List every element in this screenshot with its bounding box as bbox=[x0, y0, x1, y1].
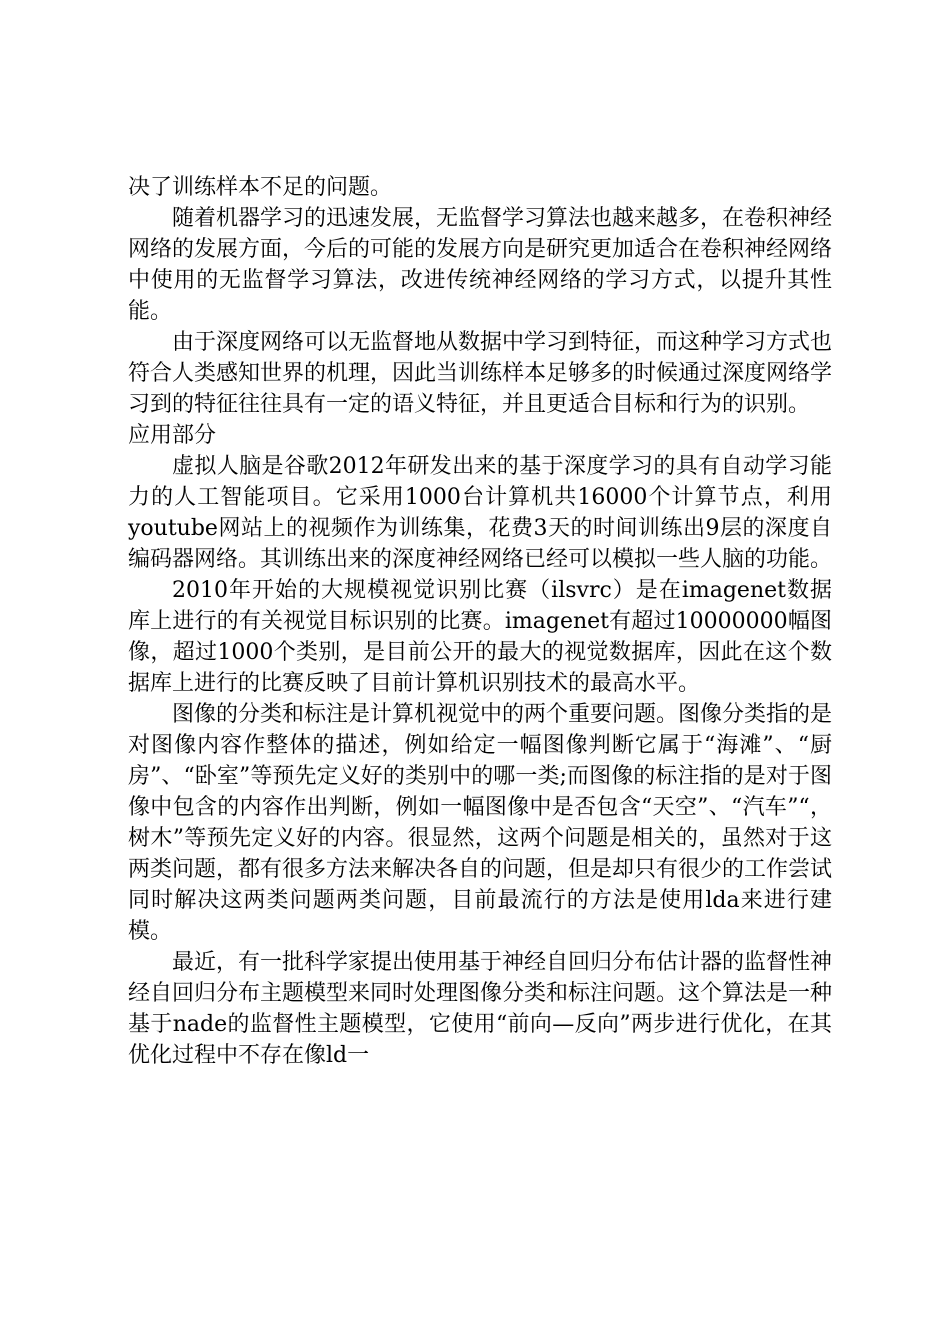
paragraph-continuation: 决了训练样本不足的问题。 bbox=[128, 175, 393, 200]
document-body bbox=[128, 172, 832, 1071]
section-heading-applications: 应用部分 bbox=[128, 423, 217, 448]
paragraph-recent-research: 最近，有一批科学家提出使用基于神经自回归分布估计器的监督性神经自回归分布主题模型来同时处理图像分类和标注问题。这个算法是一种基于nade的监督性主题模型，它使用“前向—反向”两步进行优化，在其优化过程中不存在像ld一 bbox=[128, 950, 833, 1068]
paragraph-virtual-brain: 虚拟人脑是谷歌2012年研发出来的基于深度学习的具有自动学习能力的人工智能项目。它采用1000台计算机共16000个计算节点，利用youtube网站上的视频作为训练集，花费3天的时间训练出9层的深度自编码器网络。其训练出来的深度神经网络已经可以模拟一些人脑的功能。 bbox=[128, 454, 833, 572]
paragraph-image-classification: 图像的分类和标注是计算机视觉中的两个重要问题。图像分类指的是对图像内容作整体的描述，例如给定一幅图像判断它属于“海滩”、“厨房”、“卧室”等预先定义好的类别中的哪一类;而图像的标注指的是对于图像中包含的内容作出判断，例如一幅图像中是否包含“天空”、“汽车”“，树木”等预先定义好的内容。很显然，这两个问题是相关的，虽然对于这两类问题，都有很多方法来解决各自的问题，但是却只有很少的工作尝试同时解决这两类问题两类问题，目前最流行的方法是使用lda来进行建模。 bbox=[128, 702, 833, 944]
paragraph-ilsvrc: 2010年开始的大规模视觉识别比赛（ilsvrc）是在imagenet数据库上进行的有关视觉目标识别的比赛。imagenet有超过10000000幅图像，超过1000个类别，是目前公开的最大的视觉数据库，因此在这个数据库上进行的比赛反映了目前计算机识别技术的最高水平。 bbox=[128, 578, 832, 696]
paragraph-deep-network-features: 由于深度网络可以无监督地从数据中学习到特征，而这种学习方式也符合人类感知世界的机理，因此当训练样本足够多的时候通过深度网络学习到的特征往往具有一定的语义特征，并且更适合目标和行为的识别。 bbox=[128, 330, 833, 417]
paragraph-unsupervised-learning: 随着机器学习的迅速发展，无监督学习算法也越来越多，在卷积神经网络的发展方面，今后的可能的发展方向是研究更加适合在卷积神经网络中使用的无监督学习算法，改进传统神经网络的学习方式，以提升其性能。 bbox=[128, 206, 833, 324]
